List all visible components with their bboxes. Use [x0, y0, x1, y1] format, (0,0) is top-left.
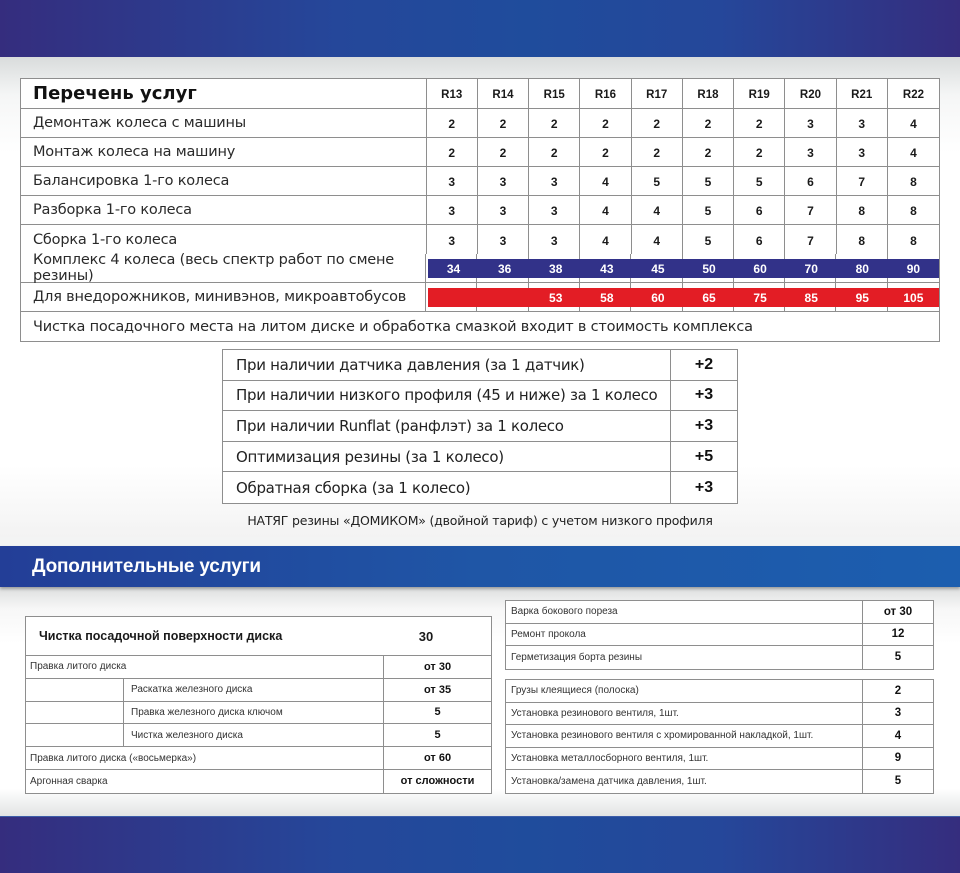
- size-header: R15: [529, 79, 580, 108]
- suv-price: 105: [903, 290, 924, 305]
- price-cell: 4: [910, 117, 917, 131]
- disk-service-label: Правка литого диска («восьмерка»): [26, 747, 384, 769]
- disk-service-row: [26, 702, 491, 725]
- surcharge-value: +3: [694, 386, 714, 404]
- price-cell: 3: [478, 196, 529, 224]
- size-header: R21: [837, 79, 888, 108]
- suv-price: 95: [855, 290, 869, 305]
- price-cell: 5: [734, 167, 785, 195]
- price-cell: 2: [529, 138, 580, 166]
- complex-price: 90: [906, 261, 921, 276]
- price-cell: 4: [632, 196, 683, 224]
- service-label: Балансировка 1-го колеса: [21, 167, 427, 195]
- price-cell: 7: [785, 196, 836, 224]
- price-cell: 3: [529, 196, 580, 224]
- price-cell: 4: [580, 225, 631, 254]
- size-header: R13: [427, 79, 478, 108]
- disk-service-price: от 35: [423, 683, 452, 696]
- surcharge-label: Обратная сборка (за 1 колесо): [223, 472, 671, 503]
- extra-service-price: 3: [894, 707, 902, 720]
- valves-weights-table: [505, 679, 934, 794]
- suv-price: 75: [753, 290, 767, 305]
- extra-service-row: [506, 748, 933, 771]
- price-cell: 2: [580, 109, 631, 137]
- price-cell: 7: [785, 225, 836, 254]
- extra-service-label: Установка резинового вентиля с хромированной накладкой, 1шт.: [506, 725, 863, 747]
- extra-service-label: Установка резинового вентиля, 1шт.: [506, 703, 863, 725]
- price-table-header: [21, 79, 939, 109]
- price-cell: 2: [632, 138, 683, 166]
- price-cell: 2: [478, 109, 529, 137]
- extra-service-row: [506, 624, 933, 647]
- size-header: R14: [478, 79, 529, 108]
- disk-service-row: [26, 724, 491, 747]
- disk-service-label: Правка литого диска: [26, 656, 384, 678]
- price-cell: 2: [734, 138, 785, 166]
- extra-service-label: Варка бокового пореза: [506, 601, 863, 623]
- price-cell: 3: [427, 225, 478, 254]
- suv-price: 65: [702, 290, 716, 305]
- size-header: R18: [683, 79, 734, 108]
- disk-cleaning-row: [26, 617, 491, 656]
- service-label: Монтаж колеса на машину: [21, 138, 427, 166]
- size-header: R16: [580, 79, 631, 108]
- price-cell: 2: [478, 138, 529, 166]
- extra-services-header: [0, 546, 960, 587]
- price-cell: 3: [529, 167, 580, 195]
- disk-service-label: Аргонная сварка: [26, 770, 384, 793]
- disk-service-label: Раскатка железного диска: [124, 679, 384, 701]
- price-cell: 8: [837, 196, 888, 224]
- tire-repair-table: [505, 600, 934, 670]
- service-row: [21, 138, 939, 167]
- size-header: R19: [734, 79, 785, 108]
- surcharge-label: Оптимизация резины (за 1 колесо): [223, 442, 671, 472]
- service-row: [21, 196, 939, 225]
- price-cell: 4: [580, 196, 631, 224]
- service-row: [21, 225, 939, 254]
- price-cell: 6: [785, 167, 836, 195]
- disk-service-price: от 60: [423, 752, 452, 765]
- price-cell: 8: [910, 175, 917, 189]
- top-decorative-band: [0, 0, 960, 57]
- service-label: Сборка 1-го колеса: [21, 225, 427, 254]
- surcharge-value: +3: [694, 416, 714, 434]
- price-cell: 6: [734, 225, 785, 254]
- price-cell: 2: [683, 138, 734, 166]
- surcharge-footnote: НАТЯГ резины «ДОМИКОМ» (двойной тариф) с учетом низкого профиля: [247, 513, 713, 528]
- disk-service-label: Правка железного диска ключом: [124, 702, 384, 724]
- disk-services-table: [25, 616, 492, 794]
- surcharge-value: +2: [694, 355, 714, 373]
- price-cell: 5: [683, 196, 734, 224]
- price-cell: 5: [683, 167, 734, 195]
- extra-service-price: от 30: [883, 605, 913, 618]
- price-cell: 2: [734, 109, 785, 137]
- price-cell: 7: [837, 167, 888, 195]
- surcharge-label: При наличии Runflat (ранфлэт) за 1 колесо: [223, 411, 671, 441]
- price-cell: 2: [427, 138, 478, 166]
- suv-price-bar: [428, 288, 939, 307]
- complex-price: 60: [753, 261, 767, 276]
- surcharge-value: +5: [694, 447, 714, 465]
- surcharge-row: [223, 411, 737, 442]
- price-cell: 4: [580, 167, 631, 195]
- extra-service-label: Ремонт прокола: [506, 624, 863, 646]
- disk-cleaning-price: 30: [418, 628, 434, 644]
- price-cell: 2: [529, 109, 580, 137]
- indent-cell: [26, 702, 124, 724]
- surcharge-value: +3: [694, 478, 714, 496]
- surcharge-row: [223, 350, 737, 381]
- complex-label: Комплекс 4 колеса (весь спектр работ по смене резины): [21, 254, 426, 282]
- suv-price: 58: [600, 290, 614, 305]
- bottom-decorative-band: [0, 816, 960, 873]
- extra-services-title: Дополнительные услуги: [32, 555, 261, 577]
- extra-service-label: Установка/замена датчика давления, 1шт.: [506, 770, 863, 793]
- disk-service-row: [26, 656, 491, 679]
- price-cell: 2: [427, 109, 478, 137]
- complex-note: Чистка посадочного места на литом диске и обработка смазкой входит в стоимость комплекса: [33, 318, 753, 335]
- size-header: R17: [632, 79, 683, 108]
- suv-price: [428, 288, 479, 307]
- disk-service-row: [26, 747, 491, 770]
- extra-service-label: Установка металлосборного вентиля, 1шт.: [506, 748, 863, 770]
- extra-service-price: 4: [894, 729, 902, 742]
- price-cell: 4: [632, 225, 683, 254]
- surcharge-row: [223, 442, 737, 473]
- indent-cell: [26, 724, 124, 746]
- extra-service-row: [506, 680, 933, 703]
- service-label: Демонтаж колеса с машины: [21, 109, 427, 137]
- price-cell: 8: [910, 204, 917, 218]
- complex-price: 36: [497, 261, 512, 276]
- disk-service-price: от 30: [423, 660, 452, 673]
- price-cell: 2: [683, 109, 734, 137]
- note-row: [21, 312, 939, 341]
- complex-price: 43: [600, 261, 614, 276]
- extra-service-row: [506, 703, 933, 726]
- surcharge-row: [223, 472, 737, 503]
- price-cell: 4: [910, 146, 917, 160]
- suv-price: 53: [549, 290, 563, 305]
- size-header: R20: [785, 79, 836, 108]
- complex-price-bar: [428, 259, 939, 278]
- complex-price: 50: [702, 261, 716, 276]
- complex-price: 80: [855, 261, 869, 276]
- price-table-title: Перечень услуг: [21, 79, 427, 108]
- complex-price: 34: [446, 261, 461, 276]
- price-cell: 8: [910, 233, 917, 248]
- price-cell: 3: [785, 138, 836, 166]
- service-row: [21, 167, 939, 196]
- price-cell: 6: [734, 196, 785, 224]
- extra-service-label: Грузы клеящиеся (полоска): [506, 680, 863, 702]
- price-cell: 5: [683, 225, 734, 254]
- suv-price: 85: [804, 290, 818, 305]
- extra-service-row: [506, 725, 933, 748]
- disk-service-price: 5: [434, 706, 441, 719]
- disk-service-price: от сложности: [400, 775, 475, 788]
- indent-cell: [26, 679, 124, 701]
- complex-row: [21, 254, 939, 283]
- surcharge-table: [222, 349, 738, 504]
- price-cell: 8: [837, 225, 888, 254]
- extra-service-row: [506, 601, 933, 624]
- extra-service-price: 9: [894, 752, 902, 765]
- disk-service-row: [26, 679, 491, 702]
- disk-service-row: [26, 770, 491, 793]
- complex-price: 70: [804, 261, 818, 276]
- price-cell: 3: [478, 167, 529, 195]
- extra-service-row: [506, 646, 933, 669]
- price-cell: 3: [785, 109, 836, 137]
- price-cell: 3: [427, 167, 478, 195]
- price-cell: 2: [580, 138, 631, 166]
- extra-service-price: 2: [894, 684, 902, 697]
- surcharge-label: При наличии датчика давления (за 1 датчик): [223, 350, 671, 380]
- service-row: [21, 109, 939, 138]
- disk-cleaning-label: Чистка посадочной поверхности диска: [39, 629, 283, 643]
- suv-row: [21, 283, 939, 312]
- surcharge-row: [223, 381, 737, 412]
- size-header: R22: [902, 88, 924, 101]
- price-cell: 3: [529, 225, 580, 254]
- disk-service-label: Чистка железного диска: [124, 724, 384, 746]
- service-label: Разборка 1-го колеса: [21, 196, 427, 224]
- price-cell: 2: [632, 109, 683, 137]
- extra-service-label: Герметизация борта резины: [506, 646, 863, 669]
- extra-service-price: 12: [891, 628, 905, 641]
- suv-label: Для внедорожников, минивэнов, микроавтобусов: [21, 283, 426, 311]
- price-cell: 5: [632, 167, 683, 195]
- complex-price: 45: [651, 261, 665, 276]
- extra-service-price: 5: [894, 651, 902, 664]
- price-cell: 3: [837, 138, 888, 166]
- price-cell: 3: [478, 225, 529, 254]
- complex-price: 38: [549, 261, 563, 276]
- price-table: [20, 78, 940, 342]
- suv-price: 60: [651, 290, 665, 305]
- surcharge-label: При наличии низкого профиля (45 и ниже) за 1 колесо: [223, 381, 671, 411]
- extra-service-price: 5: [894, 775, 902, 788]
- extra-service-row: [506, 770, 933, 793]
- price-cell: 3: [427, 196, 478, 224]
- price-cell: 3: [837, 109, 888, 137]
- disk-service-price: 5: [434, 729, 441, 742]
- suv-price: [479, 288, 530, 307]
